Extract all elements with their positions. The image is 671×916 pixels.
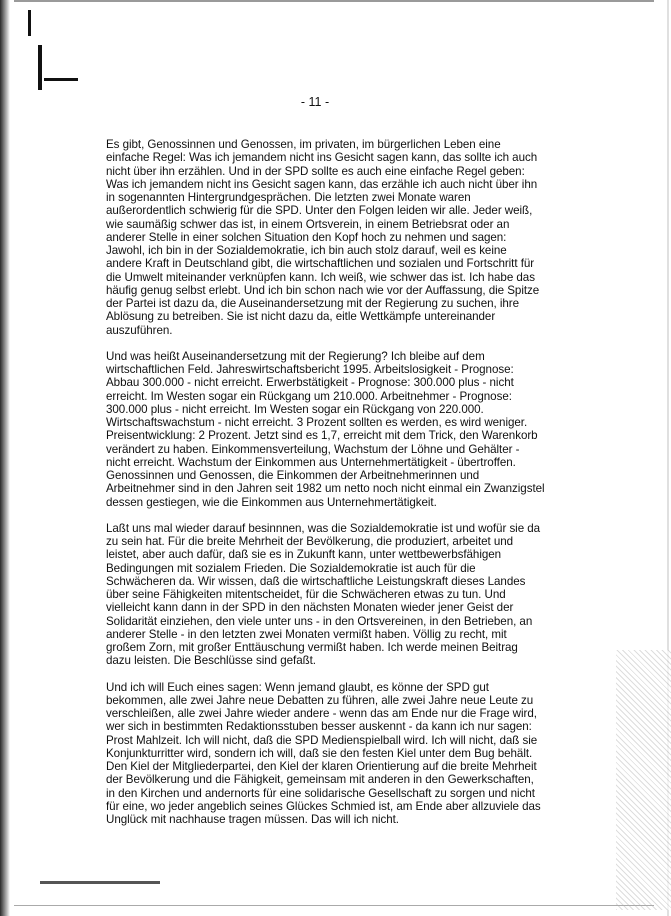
text-line: nicht erreicht. Wachstum der Einkommen aus Unternehmertätigkeit - übertroffen.	[106, 455, 516, 469]
paragraph-spacer	[106, 668, 651, 681]
text-line: für eine, wo jeder angeblich seines Glückes Schmied ist, am Ende aber allzuviele das	[106, 799, 541, 813]
scan-bottom-edge	[14, 905, 654, 906]
text-line: der Bevölkerung und die Fähigkeit, gemeinsam mit anderen in den Gewerkschaften,	[106, 773, 534, 787]
text-line: anderer Stelle in einer solchen Situation den Kopf hoch zu nehmen und sagen:	[106, 230, 507, 244]
paragraph	[106, 522, 651, 668]
text-line: Preisentwicklung: 2 Prozent. Jetzt sind es 1,7, erreicht mit dem Trick, den Warenkorb	[106, 429, 538, 443]
page-number: - 11 -	[300, 95, 330, 109]
text-line: Genossinnen und Genossen, die Einkommen der Arbeitnehmerinnen und	[106, 469, 480, 482]
text-line: anderer Stelle - in den letzten zwei Monaten vermißt haben. Völlig zu recht, mit	[106, 627, 507, 641]
scan-edge-shadow	[0, 0, 10, 916]
text-line: häufig genug selbst erlebt. Und ich bin schon nach wie vor der Auffassung, die Spitze	[106, 283, 540, 297]
text-line: andere Kraft in Deutschland gibt, die wirtschaftlichen und sozialen und Fortschritt für	[106, 257, 535, 271]
text-line: wie saumäßig schwer das ist, in einem Ortsverein, in einem Betriebsrat oder an	[106, 217, 510, 231]
scan-artifact-mark	[40, 881, 160, 884]
text-line: Was ich jemandem nicht ins Gesicht sagen kann, das erzähle ich auch nicht über ihn	[106, 177, 538, 191]
text-line: bekommen, alle zwei Jahre neue Debatten zu führen, alle zwei Jahre neue Leute zu	[106, 693, 534, 707]
text-line: einfache Regel: Was ich jemandem nicht ins Gesicht sagen kann, das sollte ich auch	[106, 151, 538, 165]
text-line: Konjunkturritter wird, sondern ich will, daß sie den festen Kiel unter dem Bug behält.	[106, 746, 533, 760]
text-line: in sogenannten Hintergrundgesprächen. Die letzten zwei Monate waren	[106, 191, 471, 204]
text-line: über seine Fähigkeiten mitentscheidet, für die Schwächeren etwas zu tun. Und	[106, 588, 506, 601]
text-line: zu sein hat. Für die breite Mehrheit der Bevölkerung, die produziert, arbeitet und	[106, 535, 514, 548]
text-line: Es gibt, Genossinnen und Genossen, im privaten, im bürgerlichen Leben eine	[106, 138, 501, 151]
text-line: Jawohl, ich bin in der Sozialdemokratie, ich bin auch stolz darauf, weil es keine	[106, 244, 507, 257]
text-line: Den Kiel der Mitgliederpartei, den Kiel der klaren Orientierung auf die breite Mehrheit	[106, 760, 537, 773]
body-text	[106, 138, 651, 826]
text-line: die Umwelt miteinander verknüpfen kann. Ich weiß, wie schwer das ist. Ich habe das	[106, 270, 535, 284]
text-line: auszuführen.	[106, 323, 173, 337]
scan-artifact-mark	[44, 78, 78, 81]
text-line: Abbau 300.000 - nicht erreicht. Erwerbstätigkeit - Prognose: 300.000 plus - nicht	[106, 376, 514, 390]
text-line: vielleicht kann dann in der SPD in den nächsten Monaten wieder jener Geist der	[106, 601, 514, 615]
text-line: Und ich will Euch eines sagen: Wenn jemand glaubt, es könne der SPD gut	[106, 680, 489, 694]
paragraph-spacer	[106, 337, 651, 350]
text-line: Arbeitnehmer sind in den Jahren seit 1982 um netto noch nicht einmal ein Zwanzigstel	[106, 482, 545, 496]
text-line: dazu leisten. Die Beschlüsse sind gefaßt.	[106, 654, 316, 668]
text-line: wer sich in bestimmten Redaktionsstuben besser auskennt - da kann ich nur sagen:	[106, 720, 532, 734]
text-line: verschleißen, alle zwei Jahre wieder andere - wenn das am Ende nur die Frage wird,	[106, 707, 537, 720]
text-line: Unglück mit nachhause tragen müssen. Das will ich nicht.	[106, 813, 399, 826]
text-line: dessen gestiegen, wie die Einkommen aus Unternehmertätigkeit.	[106, 495, 437, 509]
scan-top-edge	[14, 0, 654, 2]
text-line: erreicht. Im Westen sogar ein Rückgang um 210.000. Arbeitnehmer - Prognose:	[106, 389, 512, 403]
paragraph-spacer	[106, 509, 651, 522]
text-line: Wirtschaftswachstum - nicht erreicht. 3 Prozent sollten es werden, es wird weniger.	[106, 416, 528, 429]
text-line: Und was heißt Auseinandersetzung mit der Regierung? Ich bleibe auf dem	[106, 349, 485, 363]
paragraph	[106, 138, 651, 337]
text-line: Schwächeren da. Wir wissen, daß die wirtschaftliche Leistungskraft dieses Landes	[106, 574, 526, 588]
text-line: Bedingungen mit sozialem Frieden. Die Sozialdemokratie ist auch für die	[106, 561, 476, 575]
text-line: Laßt uns mal wieder darauf besinnnen, was die Sozialdemokratie ist und wofür sie da	[106, 521, 541, 535]
scan-artifact-mark	[28, 10, 31, 36]
text-line: Solidarität einziehen, den viele unter uns - in den Ortsvereinen, in den Betrieben, an	[106, 614, 533, 628]
text-line: wirtschaftlichen Feld. Jahreswirtschaftsbericht 1995. Arbeitslosigkeit - Prognose:	[106, 363, 514, 376]
text-line: verändert zu haben. Einkommensverteilung, Wachstum der Löhne und Gehälter -	[106, 442, 520, 456]
text-line: Ablösung zu betreiben. Sie ist nicht dazu da, eitle Wettkämpfe untereinander	[106, 310, 496, 324]
text-line: Prost Mahlzeit. Ich will nicht, daß die SPD Medienspielball wird. Ich will nicht, daß sie	[106, 733, 538, 747]
paragraph	[106, 350, 651, 509]
text-line: leistet, aber auch dafür, daß sie es in Zukunft kann, unter wettbewerbsfähigen	[106, 548, 502, 562]
text-line: der Partei ist dazu da, die Auseinandersetzung mit der Regierung zu suchen, ihre	[106, 297, 519, 310]
text-line: großem Zorn, mit großer Enttäuschung vermißt haben. Ich werde meinen Beitrag	[106, 641, 518, 654]
text-line: außerordentlich schwierig für die SPD. Unter den Folgen leiden wir alle. Jeder weiß,	[106, 204, 533, 218]
text-line: in den Kirchen und andernorts für eine solidarische Gesellschaft zu sorgen und nicht	[106, 786, 535, 800]
text-line: nicht über ihn erzählen. Und in der SPD sollte es auch eine einfache Regel geben:	[106, 164, 525, 178]
text-line: 300.000 plus - nicht erreicht. Im Westen sogar ein Rückgang von 220.000.	[106, 402, 484, 416]
scan-artifact-mark	[38, 45, 42, 90]
paragraph	[106, 681, 651, 827]
